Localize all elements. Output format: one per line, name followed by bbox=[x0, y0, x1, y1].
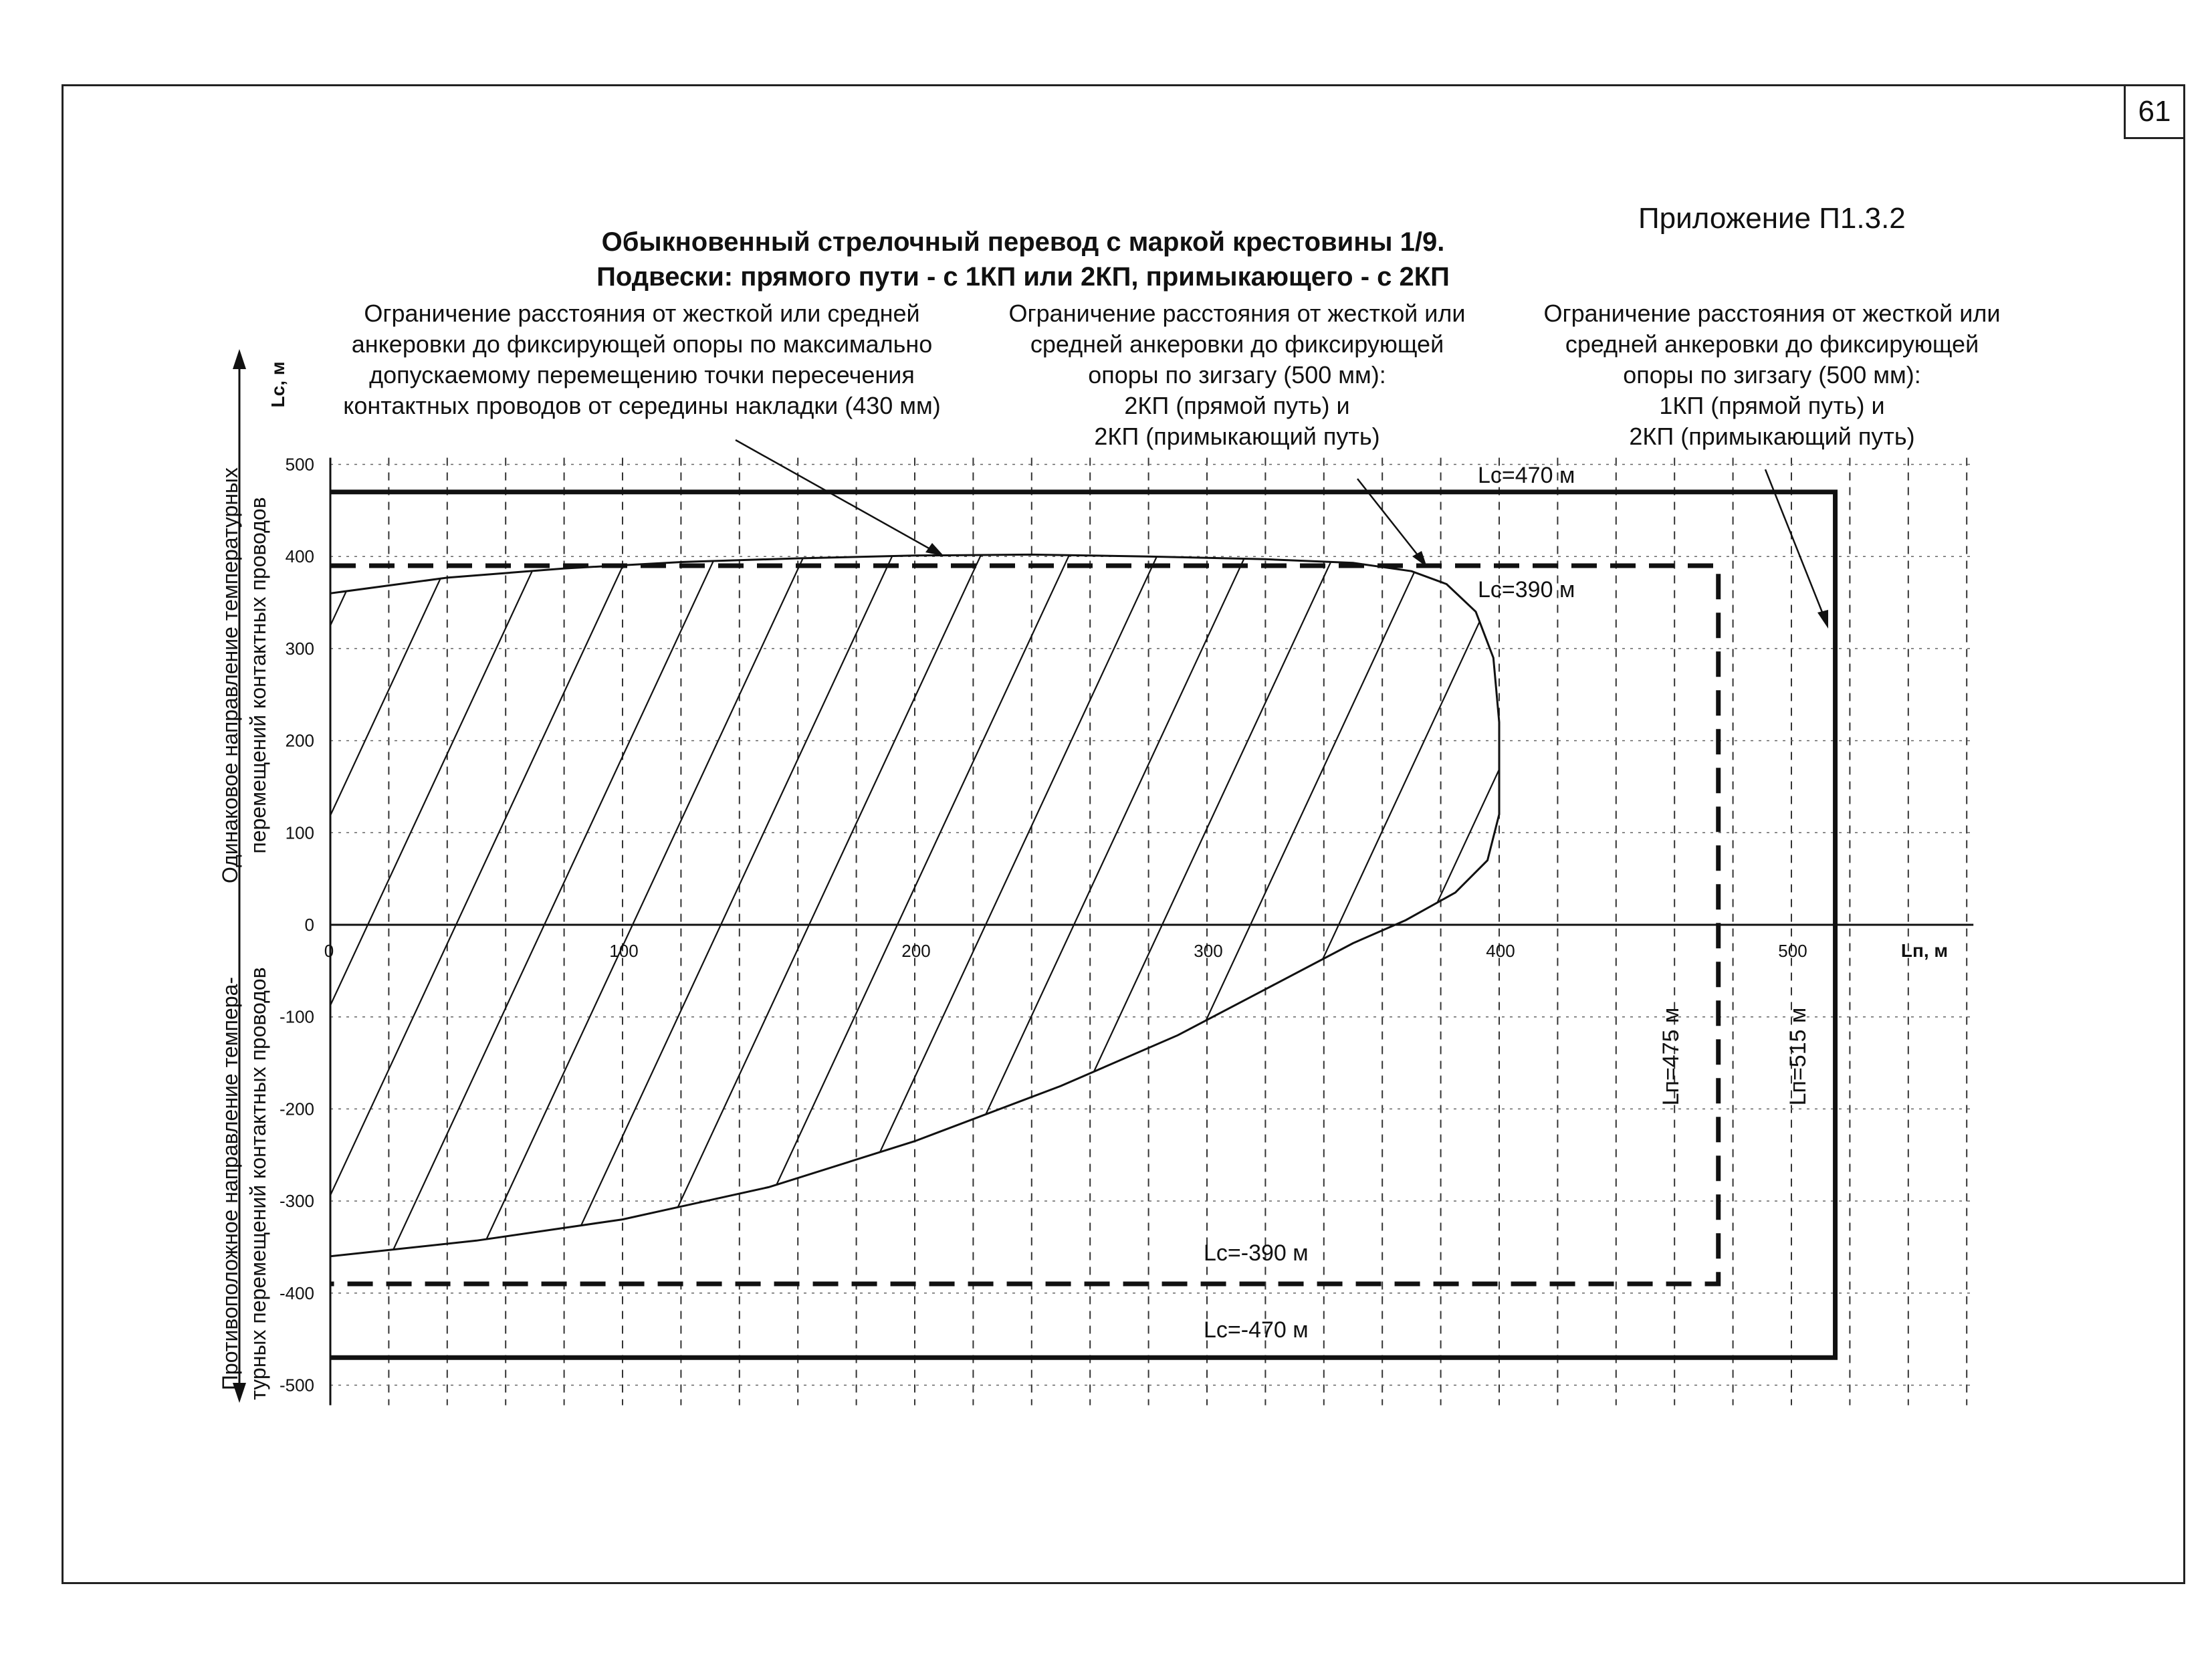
appendix-label: Приложение П1.3.2 bbox=[1638, 202, 1906, 235]
y-tick-label: 100 bbox=[285, 822, 314, 843]
grid bbox=[330, 458, 1973, 1406]
note-1kp-line: опоры по зигзагу (500 мм): bbox=[1623, 361, 1921, 389]
hatch-line bbox=[0, 465, 229, 1386]
y-tick-label: -500 bbox=[279, 1375, 314, 1396]
y-tick-label: 300 bbox=[285, 638, 314, 659]
y-label-lower-line: Противоположное направление темпера- bbox=[218, 976, 242, 1391]
note-2kp-line: средней анкеровки до фиксирующей bbox=[1030, 330, 1444, 358]
chart-title-line-1: Обыкновенный стрелочный перевод с маркой крестовины 1/9. bbox=[601, 227, 1445, 257]
annotation-lc-minus-390: Lc=-390 м bbox=[1204, 1240, 1309, 1266]
hatch-line bbox=[2007, 465, 2212, 1386]
annotation-ln-515: Lп=515 м bbox=[1785, 1007, 1811, 1106]
x-tick-label: 0 bbox=[324, 941, 334, 961]
note-1kp-line: 1КП (прямой путь) и bbox=[1659, 392, 1885, 419]
y-tick-label: -400 bbox=[279, 1283, 314, 1303]
hatch-line bbox=[2184, 465, 2212, 1386]
annotation-lc-470: Lc=470 м bbox=[1478, 463, 1575, 488]
note-1kp-line: средней анкеровки до фиксирующей bbox=[1565, 330, 1979, 358]
page-number: 61 bbox=[2124, 84, 2185, 139]
note-430mm-line: контактных проводов от середины накладки (430 мм) bbox=[343, 392, 941, 419]
y-label-lower-line: турных перемещений контактных проводов bbox=[246, 967, 270, 1400]
annotation-ln-475: Lп=475 м bbox=[1658, 1007, 1684, 1106]
note-2kp-line: опоры по зигзагу (500 мм): bbox=[1088, 361, 1386, 389]
y-label-upper-line: перемещений контактных проводов bbox=[246, 497, 270, 854]
y-tick-label: 400 bbox=[285, 546, 314, 567]
note-430mm-line: Ограничение расстояния от жесткой или средней bbox=[364, 300, 920, 327]
y-tick-label: -100 bbox=[279, 1006, 314, 1027]
pointer-note1-arrow-icon bbox=[925, 543, 944, 556]
x-tick-label: 500 bbox=[1778, 941, 1807, 961]
x-tick-label: 300 bbox=[1194, 941, 1223, 961]
y-tick-label: -300 bbox=[279, 1191, 314, 1212]
hatch-line bbox=[0, 465, 52, 1386]
x-axis-label: Lп, м bbox=[1900, 940, 1949, 961]
note-430mm-line: допускаемому перемещению точки пересечения bbox=[369, 361, 915, 389]
y-tick-label: 200 bbox=[285, 730, 314, 751]
y-tick-label: 500 bbox=[285, 454, 314, 475]
hatch-line bbox=[0, 465, 140, 1386]
x-tick-label: 200 bbox=[901, 941, 931, 961]
pointer-note1-line bbox=[736, 440, 936, 552]
y-label-upper-line: Одинаковое направление температурных bbox=[218, 467, 242, 884]
arrow-up-icon bbox=[233, 349, 246, 369]
x-tick-label: 400 bbox=[1486, 941, 1515, 961]
note-430mm-line: анкеровки до фиксирующей опоры по максимально bbox=[351, 330, 933, 358]
note-1kp-line: 2КП (примыкающий путь) bbox=[1629, 423, 1915, 450]
pointer-note3-arrow-icon bbox=[1817, 610, 1828, 629]
note-2kp-line: 2КП (примыкающий путь) bbox=[1094, 423, 1380, 450]
note-2kp-line: 2КП (прямой путь) и bbox=[1124, 392, 1350, 419]
chart-title-line-2: Подвески: прямого пути - с 1КП или 2КП, примыкающего - с 2КП bbox=[596, 262, 1450, 292]
annotation-lc-minus-470: Lc=-470 м bbox=[1204, 1317, 1309, 1343]
y-tick-label: 0 bbox=[304, 915, 314, 935]
hatch-line bbox=[2096, 465, 2212, 1386]
annotation-lc-390: Lc=390 м bbox=[1478, 577, 1575, 602]
note-1kp-line: Ограничение расстояния от жесткой или bbox=[1543, 300, 2001, 327]
y-axis-label: Lс, м bbox=[267, 361, 288, 408]
labels bbox=[218, 362, 1948, 1400]
note-2kp-line: Ограничение расстояния от жесткой или bbox=[1008, 300, 1466, 327]
y-tick-label: -200 bbox=[279, 1099, 314, 1119]
axes bbox=[233, 349, 1973, 1406]
x-tick-label: 100 bbox=[609, 941, 639, 961]
